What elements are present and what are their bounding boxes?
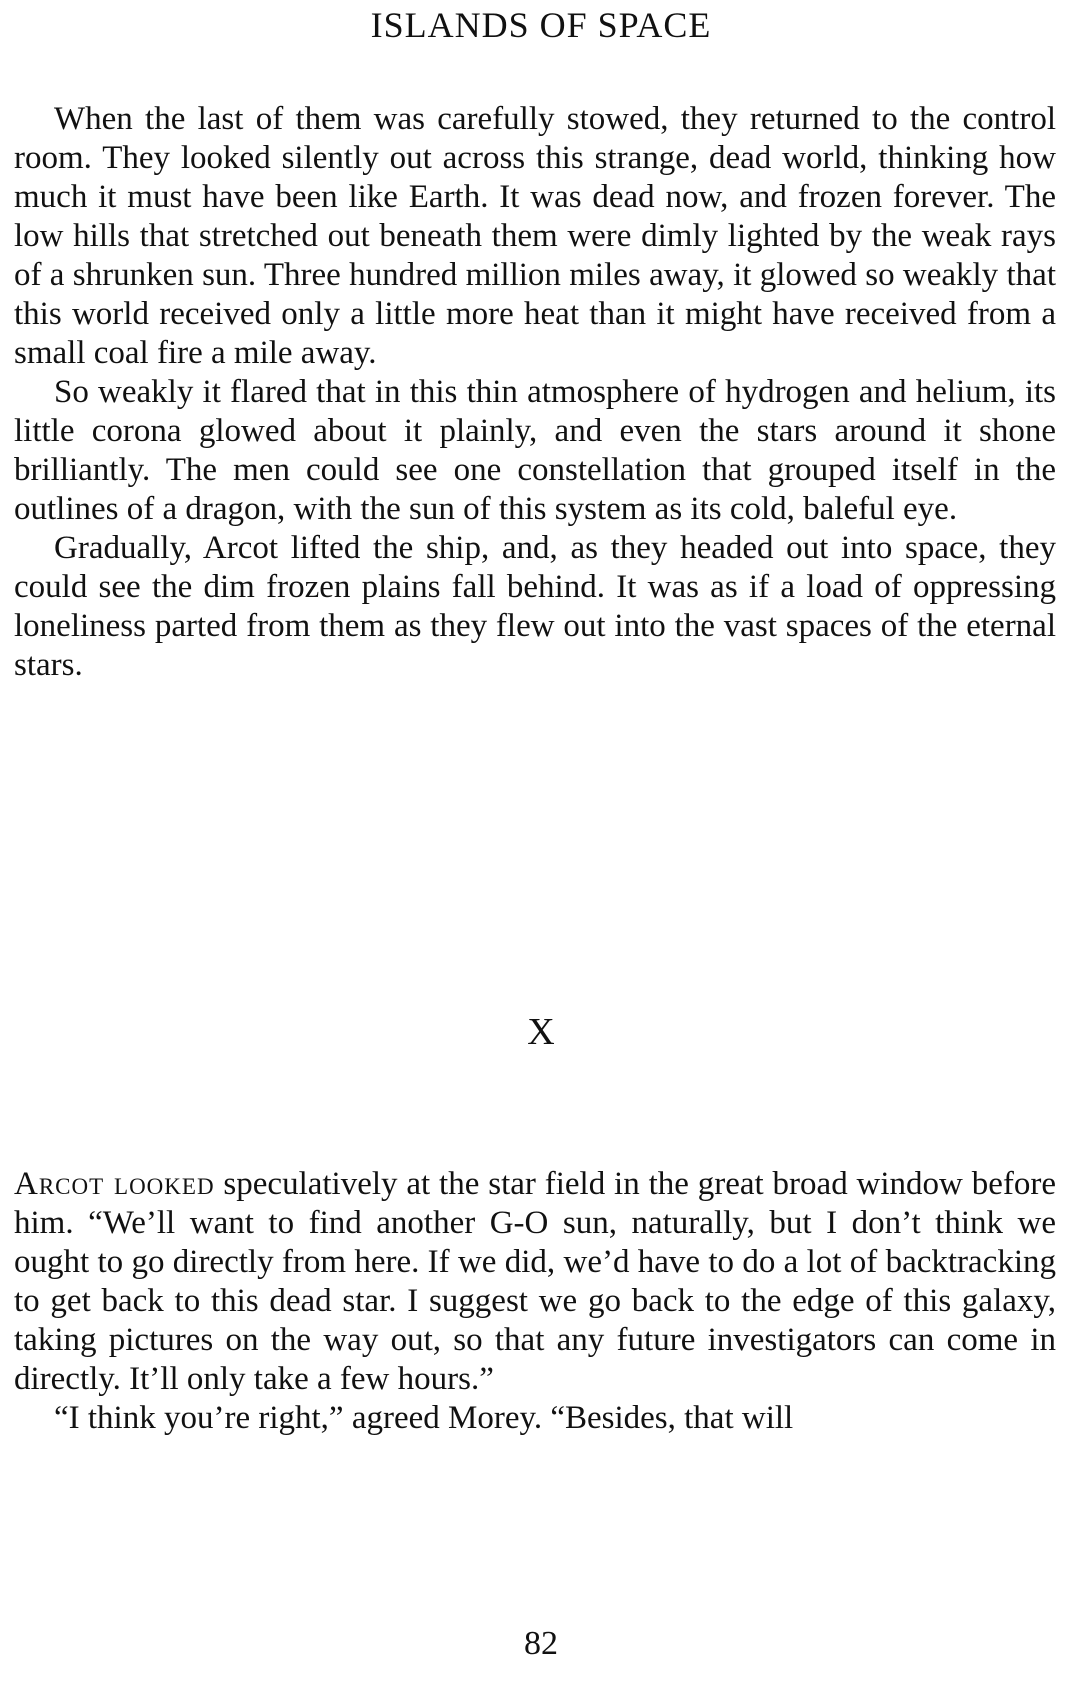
page-number: 82 [524, 1625, 558, 1662]
chapter-number: X [527, 1011, 555, 1053]
chapter-opening-paragraph [14, 1165, 1056, 1399]
running-head: ISLANDS OF SPACE [370, 5, 712, 45]
paragraph: So weakly it flared that in this thin atmosphere of hydrogen and helium, its little corona glowed about it plainly, and even the stars around it shone brilliantly. The men could see one constellation that grouped itself in the outlines of a dragon, with the sun of this system as its cold, baleful eye. [14, 374, 1056, 527]
chapter-opening-text: speculatively at the star field in the great broad window before him. “We’ll want to find another G-O sun, naturally, but I don’t think we ought to go directly from here. If we did, we’d have to do a lot of backtracking to get back to this dead star. I suggest we go back to the edge of this galaxy, taking pictures on the way out, so that any future investigators can come in directly. It’ll only take a few hours.” [14, 1166, 1057, 1397]
paragraph: Gradually, Arcot lifted the ship, and, as they headed out into space, they could see the dim frozen plains fall behind. It was as if a load of oppressing loneliness parted from them as they flew out into the vast spaces of the eternal stars. [14, 530, 1056, 683]
section-two-text [14, 1165, 1056, 1438]
paragraph: When the last of them was carefully stowed, they returned to the control room. They looked silently out across this strange, dead world, thinking how much it must have been like Earth. It was dead now, and frozen forever. The low hills that stretched out beneath them were dimly lighted by the weak rays of a shrunken sun. Three hundred million miles away, it glowed so weakly that this world received only a little more heat than it might have received from a small coal fire a mile away. [14, 101, 1056, 371]
section-one-text [14, 100, 1056, 685]
paragraph: “I think you’re right,” agreed Morey. “Besides, that will [54, 1400, 794, 1436]
chapter-opening-smallcaps: Arcot looked [14, 1166, 215, 1202]
